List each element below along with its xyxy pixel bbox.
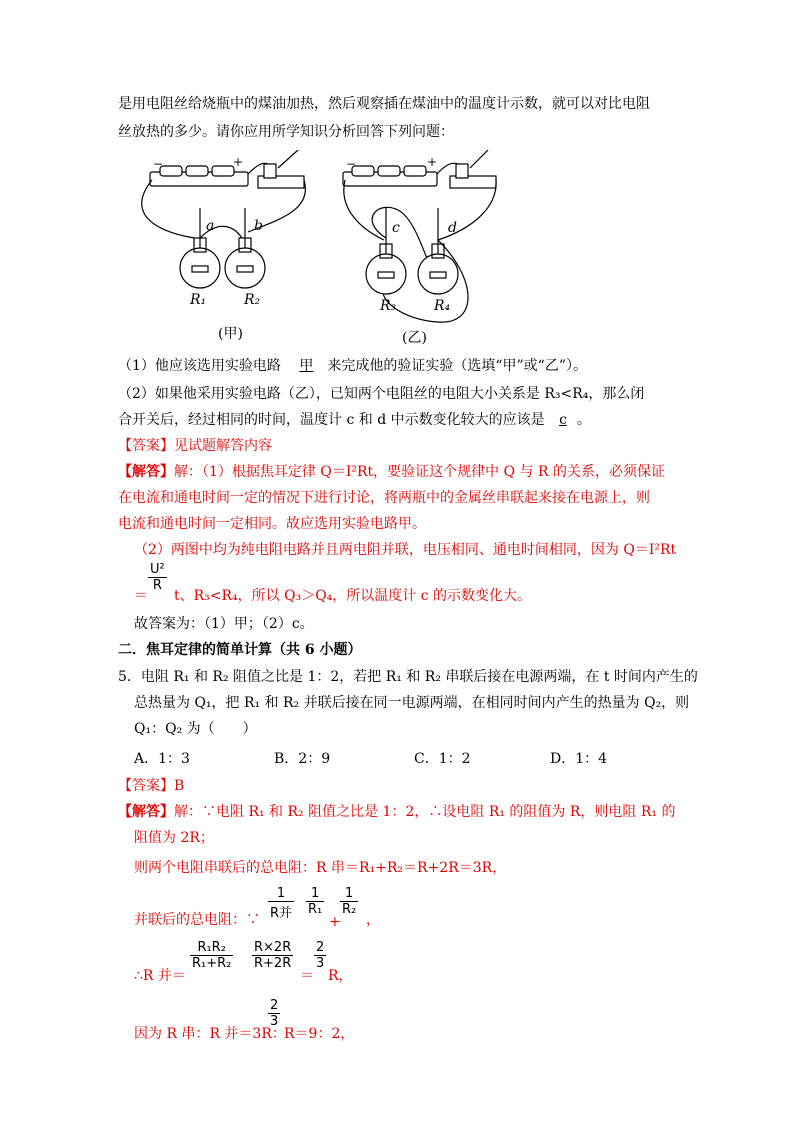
figure-caption-right: (乙) xyxy=(402,330,427,346)
solution-5-result-prefix: ∴R 并＝ xyxy=(134,968,186,984)
solution-1-eq-prefix: ＝ xyxy=(134,588,148,604)
question-2-line-2: 合开关后，经过相同的时间，温度计 c 和 d 中示数变化较大的应该是 c 。 xyxy=(118,412,591,428)
thermometer-b-label: b xyxy=(254,218,263,234)
option-b: B．2：9 xyxy=(274,751,331,767)
question-5-line-2: 总热量为 Q₁，把 R₁ 和 R₂ 并联后接在同一电源两端，在相同时间内产生的热量为 Q₂，则 xyxy=(134,695,690,711)
resistor-r4-label: R₄ xyxy=(434,298,451,314)
section-2-title: 二．焦耳定律的简单计算（共 6 小题） xyxy=(118,642,362,658)
fraction-2-over-3: $\frac{2}{3}$ xyxy=(316,940,325,971)
battery-minus-right: − xyxy=(346,157,357,171)
resistor-r2-label: R₂ xyxy=(244,292,261,308)
solution-5-line-2: 阻值为 2R； xyxy=(134,830,214,846)
fraction-1-over-r2: $\frac{1}{\text{R₂}}$ xyxy=(342,886,357,917)
fraction-1-over-r1: $\frac{1}{\text{R₁}}$ xyxy=(308,886,323,917)
question-1: （1）他应该选用实验电路 甲 来完成他的验证实验（选填“甲”或“乙”）。 xyxy=(118,358,587,374)
solution-5-parallel-suffix: ， xyxy=(366,912,380,928)
intro-line-2: 丝放热的多少。请你应用所学知识分析回答下列问题： xyxy=(118,124,454,140)
battery-minus-left: − xyxy=(153,157,164,171)
battery-plus-right: + xyxy=(427,155,438,169)
equals-sign: ＝ xyxy=(300,968,314,984)
solution-1-line-3: 电流和通电时间一定相同。故应选用实验电路甲。 xyxy=(118,516,426,532)
solution-1-line-5: t、R₃<R₄，所以 Q₃＞Q₄，所以温度计 c 的示数变化大。 xyxy=(174,588,532,604)
option-a: A．1：3 xyxy=(134,751,190,767)
fraction-r1r2-over-sum: $\frac{\text{R₁R₂}}{\text{R₁+R₂}}$ xyxy=(192,940,232,971)
battery-plus-left: + xyxy=(233,155,244,169)
figure-caption-left: (甲) xyxy=(218,326,243,342)
solution-5-line-1: 【解答】解：∵电阻 R₁ 和 R₂ 阻值之比是 1：2，∴设电阻 R₁ 的阻值为 R，则电阻 R₁ 的 xyxy=(118,804,676,820)
solution-5-ratio-prefix: 因为 R 串：R 并＝3R： xyxy=(134,1026,286,1042)
solution-1-line-4: （2）两图中均为纯电阻电路并且两电阻并联，电压相同、通电时间相同，因为 Q＝I²Rt xyxy=(134,542,677,558)
answer-5: 【答案】B xyxy=(118,778,185,794)
circuit-diagrams xyxy=(138,150,498,350)
answer-blank-1: 甲 xyxy=(299,358,314,374)
option-d: D．1：4 xyxy=(550,751,608,767)
intro-line-1: 是用电阻丝给烧瓶中的煤油加热，然后观察插在煤油中的温度计示数，就可以对比电阻 xyxy=(118,96,650,112)
resistor-r1-label: R₁ xyxy=(190,292,207,308)
fraction-1-over-r-parallel: 1 R并 xyxy=(270,886,293,921)
solution-1-line-2: 在电流和通电时间一定的情况下进行讨论，将两瓶中的金属丝串联起来接在电源上，则 xyxy=(118,490,650,506)
question-2-line-1: （2）如果他采用实验电路（乙），已知两个电阻丝的电阻大小关系是 R₃<R₄，那么闭 xyxy=(118,386,645,402)
plus-sign: + xyxy=(329,914,341,930)
answer-1: 【答案】见试题解答内容 xyxy=(118,438,272,454)
solution-5-line-3: 则两个电阻串联后的总电阻：R 串＝R₁+R₂＝R+2R＝3R， xyxy=(134,860,507,876)
solution-5-ratio-suffix: R＝9：2， xyxy=(284,1026,355,1042)
answer-blank-2: c xyxy=(559,412,567,428)
solution-1-line-1: 【解答】解：（1）根据焦耳定律 Q＝I²Rt，要验证这个规律中 Q 与 R 的关系，必须保证 xyxy=(118,464,665,480)
resistor-r3-label: R₃ xyxy=(380,298,397,314)
thermometer-c-label: c xyxy=(392,220,400,236)
option-c: C．1：2 xyxy=(414,751,471,767)
final-answer-1: 故答案为：（1）甲；（2）c。 xyxy=(134,616,314,632)
question-5-line-1: 5．电阻 R₁ 和 R₂ 阻值之比是 1：2，若把 R₁ 和 R₂ 串联后接在电源两端，在 t 时间内产生的 xyxy=(118,669,698,685)
thermometer-a-label: a xyxy=(206,218,215,234)
thermometer-d-label: d xyxy=(448,220,457,236)
solution-5-result-suffix: R， xyxy=(328,968,353,984)
question-5-line-3: Q₁：Q₂ 为（ ） xyxy=(134,721,257,737)
fraction-ratio-2-over-3: $\frac{2}{3}$ xyxy=(270,998,279,1029)
fraction-u2-over-r: $\frac{\text{U²}}{R}$ xyxy=(150,562,165,593)
solution-5-parallel-prefix: 并联后的总电阻：∵ xyxy=(134,912,260,928)
fraction-r2r-over-r2r: $\frac{R\times 2R}{R+2R}$ xyxy=(254,940,292,971)
